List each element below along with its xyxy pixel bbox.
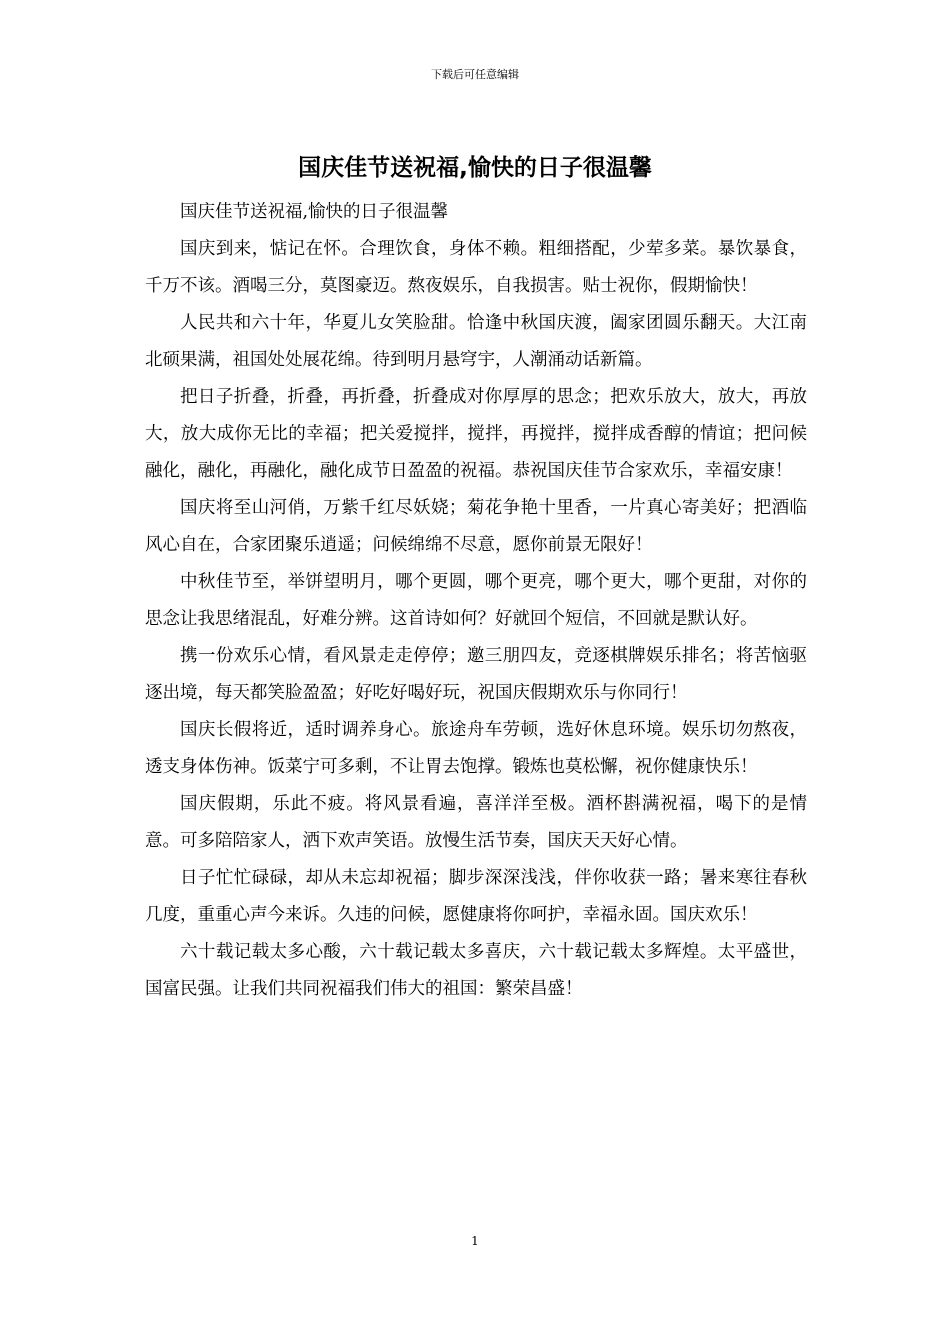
- paragraph: 国庆将至山河俏，万紫千红尽妖娆；菊花争艳十里香，一片真心寄美好；把酒临风心自在，合家团聚乐逍遥；问候绵绵不尽意，愿你前景无限好！: [145, 498, 807, 555]
- document-body: [145, 194, 807, 1008]
- paragraph: 携一份欢乐心情，看风景走走停停；邀三朋四友，竞逐棋牌娱乐排名；将苦恼驱逐出境，每天都笑脸盈盈；好吃好喝好玩，祝国庆假期欢乐与你同行！: [145, 646, 807, 703]
- paragraph: 人民共和六十年，华夏儿女笑脸甜。恰逢中秋国庆渡，阖家团圆乐翻天。大江南北硕果满，祖国处处展花绵。待到明月悬穹宇，人潮涌动话新篇。: [145, 313, 807, 370]
- paragraph: 国庆到来，惦记在怀。合理饮食，身体不赖。粗细搭配，少荤多菜。暴饮暴食，千万不该。酒喝三分，莫图豪迈。熬夜娱乐，自我损害。贴士祝你，假期愉快！: [145, 239, 807, 296]
- page-number: 1: [471, 1234, 479, 1248]
- paragraph: 国庆假期，乐此不疲。将风景看遍，喜洋洋至极。酒杯斟满祝福，喝下的是情意。可多陪陪家人，洒下欢声笑语。放慢生活节奏，国庆天天好心情。: [145, 794, 807, 851]
- paragraph: 日子忙忙碌碌，却从未忘却祝福；脚步深深浅浅，伴你收获一路；暑来寒往春秋几度，重重心声今来诉。久违的问候，愿健康将你呵护，幸福永固。国庆欢乐！: [145, 868, 807, 925]
- header-note: 下载后可任意编辑: [431, 68, 519, 81]
- paragraph-subtitle: 国庆佳节送祝福,愉快的日子很温馨: [180, 202, 449, 222]
- paragraph: 六十载记载太多心酸，六十载记载太多喜庆，六十载记载太多辉煌。太平盛世，国富民强。让我们共同祝福我们伟大的祖国：繁荣昌盛！: [145, 942, 807, 999]
- paragraph: 国庆长假将近，适时调养身心。旅途舟车劳顿，选好休息环境。娱乐切勿熬夜，透支身体伤神。饭菜宁可多剩，不让胃去饱撑。锻炼也莫松懈，祝你健康快乐！: [145, 720, 807, 777]
- paragraph: 中秋佳节至，举饼望明月，哪个更圆，哪个更亮，哪个更大，哪个更甜，对你的思念让我思绪混乱，好难分辨。这首诗如何？好就回个短信，不回就是默认好。: [145, 572, 807, 629]
- paragraph: 把日子折叠，折叠，再折叠，折叠成对你厚厚的思念；把欢乐放大，放大，再放大，放大成你无比的幸福；把关爱搅拌，搅拌，再搅拌，搅拌成香醇的情谊；把问候融化，融化，再融化，融化成节日盈盈的祝福。恭祝国庆佳节合家欢乐，幸福安康！: [145, 387, 807, 481]
- document-title: 国庆佳节送祝福,愉快的日子很温馨: [298, 155, 652, 181]
